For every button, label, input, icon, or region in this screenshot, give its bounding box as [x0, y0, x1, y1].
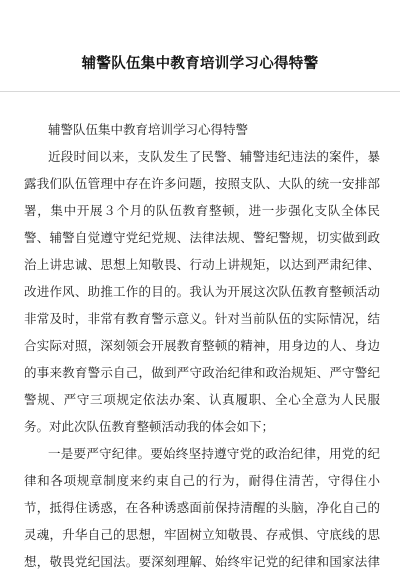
- text-line: 合实际对照，深刻领会开展教育整顿的精神，用身边的人、身边: [24, 338, 380, 353]
- document-body: [24, 116, 380, 575]
- paragraph-intro: [24, 143, 380, 440]
- title-divider: [0, 91, 400, 92]
- text-line: 的事来教育警示自己，做到严守政治纪律和政治规矩、严守警纪: [24, 365, 380, 380]
- text-line: 节，抵得住诱惑，在各种诱惑面前保持清醒的头脑，净化自己的: [24, 500, 380, 515]
- text-line: 非常及时，非常有教育警示意义。针对当前队伍的实际情况，结: [24, 311, 380, 326]
- text-line: 露我们队伍管理中存在许多问题，按照支队、大队的统一安排部: [24, 176, 380, 191]
- text-line: 灵魂，升华自己的思想，牢固树立知敬畏、存戒惧、守底线的思: [24, 527, 380, 542]
- text-line: 署，集中开展３个月的队伍教育整顿，进一步强化支队全体民: [24, 203, 380, 218]
- text-line: 警规、严守三项规定依法办案、认真履职、全心全意为人民服: [24, 392, 380, 407]
- text-line: 警、辅警自觉遵守党纪党规、法律法规、警纪警规，切实做到政: [24, 230, 380, 245]
- text-line: 律和各项规章制度来约束自己的行为，耐得住清苦，守得住小: [24, 473, 380, 488]
- text-line: 近段时间以来，支队发生了民警、辅警违纪违法的案件，暴: [48, 149, 380, 164]
- paragraph-discipline: [24, 440, 380, 575]
- text-line: 务。对此次队伍教育整顿活动我的体会如下；: [24, 419, 275, 434]
- text-line: 改进作风、助推工作的目的。我认为开展这次队伍教育整顿活动: [24, 284, 380, 299]
- text-line: 一是要严守纪律。要始终坚持遵守党的政治纪律，用党的纪: [48, 446, 380, 461]
- text-line: 想，敬畏党纪国法。要深刻理解、始终牢记党的纪律和国家法律: [24, 554, 380, 569]
- document-subtitle: 辅警队伍集中教育培训学习心得特警: [48, 122, 249, 137]
- document-title: 辅警队伍集中教育培训学习心得特警: [81, 56, 319, 72]
- text-line: 治上讲忠诚、思想上知敬畏、行动上讲规矩，以达到严肃纪律、: [24, 257, 380, 272]
